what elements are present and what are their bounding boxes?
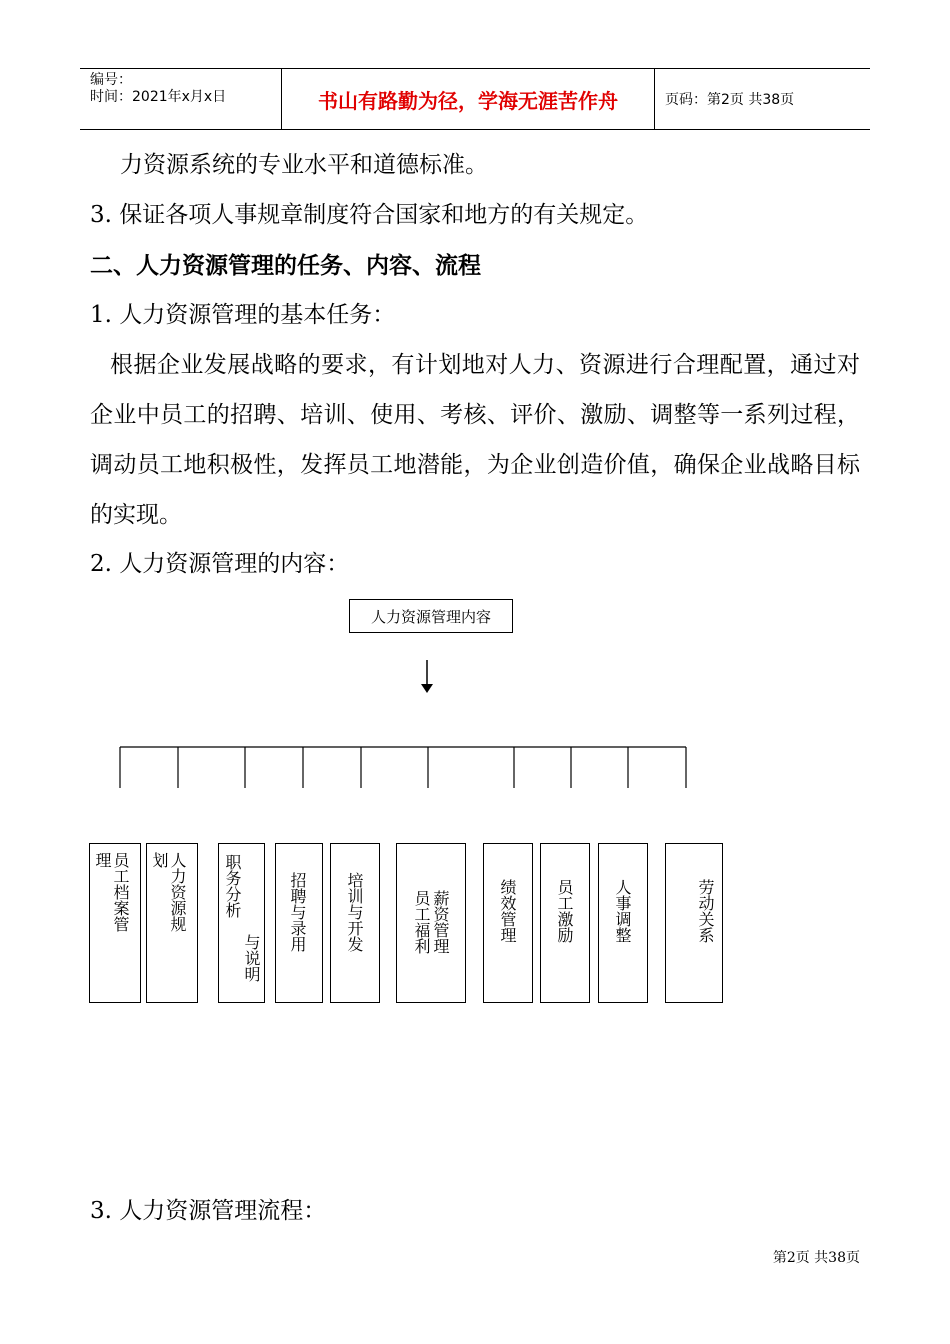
diagram-root-box: 人力资源管理内容: [349, 599, 513, 633]
box-labor-relations: 劳动关系: [665, 843, 723, 1003]
box-compensation: 薪资管理 员工福利: [396, 843, 466, 1003]
body-line-1: 力资源系统的专业水平和道德标准。: [120, 152, 488, 178]
subheading-process: 3. 人力资源管理流程：: [90, 1198, 327, 1224]
box-recruitment: 招聘与录用: [275, 843, 323, 1003]
header-page-info: 页码：第2页 共38页: [665, 92, 795, 108]
bracket-ticks: [120, 747, 686, 788]
tasks-paragraph: 根据企业发展战略的要求，有计划地对人力、资源进行合理配置，通过对企业中员工的招聘、培训、使用、考核、评价、激励、调整等一系列过程，调动员工地积极性，发挥员工地潜能，为企业创造价值，确保企业战略目标的实现。: [90, 352, 860, 528]
page-footer: 第2页 共38页: [772, 1250, 860, 1266]
number-label: 编号：: [90, 72, 132, 88]
header-motto: 书山有路勤为径，学海无涯苦作舟: [281, 69, 655, 129]
box-personnel-adjustment: 人事调整: [598, 843, 648, 1003]
section-heading: 二、人力资源管理的任务、内容、流程: [90, 253, 481, 279]
box-hr-planning: 人力资源规 划: [146, 843, 198, 1003]
box-performance: 绩效管理: [483, 843, 533, 1003]
box-job-analysis: 职务分析 与说明: [218, 843, 265, 1003]
body-line-2: 3. 保证各项人事规章制度符合国家和地方的有关规定。: [90, 202, 649, 228]
box-motivation: 员工激励: [540, 843, 590, 1003]
box-training: 培训与开发: [330, 843, 380, 1003]
down-arrow-head: [421, 684, 433, 693]
date-label: 时间：2021年x月x日: [90, 89, 227, 105]
subheading-tasks: 1. 人力资源管理的基本任务：: [90, 302, 396, 328]
subheading-content: 2. 人力资源管理的内容：: [90, 551, 350, 577]
box-employee-archives: 员工档案管 理: [89, 843, 141, 1003]
